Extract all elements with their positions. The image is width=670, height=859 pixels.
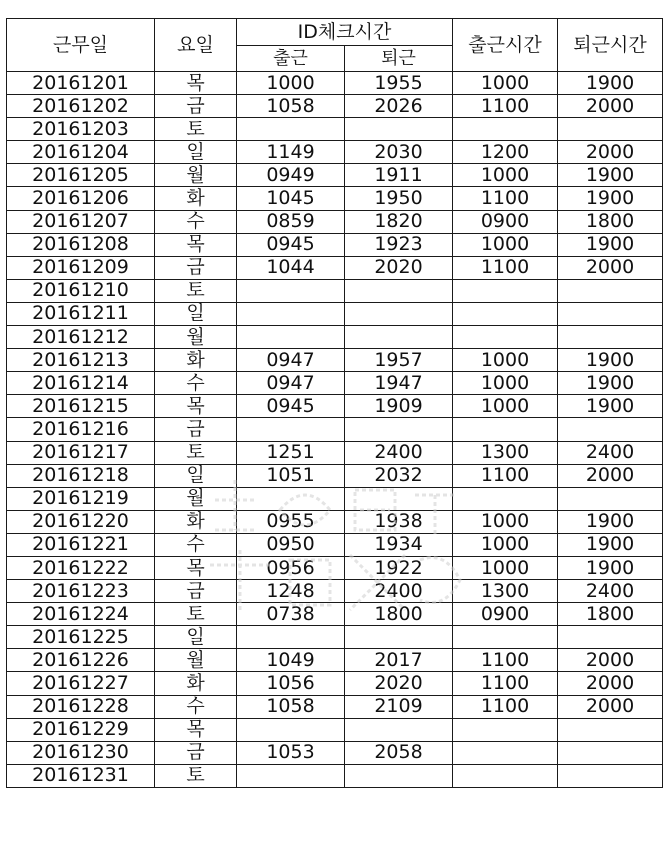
cell-day-of-week: 토 bbox=[155, 279, 237, 302]
cell-scheduled-out: 1900 bbox=[558, 164, 663, 187]
cell-scheduled-out: 1800 bbox=[558, 210, 663, 233]
cell-id-in: 1044 bbox=[237, 256, 345, 279]
cell-id-out: 2030 bbox=[345, 141, 453, 164]
cell-day-of-week: 일 bbox=[155, 464, 237, 487]
cell-work-date: 20161224 bbox=[7, 603, 155, 626]
cell-day-of-week: 금 bbox=[155, 95, 237, 118]
cell-work-date: 20161230 bbox=[7, 741, 155, 764]
cell-id-out: 1957 bbox=[345, 349, 453, 372]
cell-day-of-week: 금 bbox=[155, 256, 237, 279]
cell-day-of-week: 금 bbox=[155, 580, 237, 603]
cell-id-out: 1947 bbox=[345, 372, 453, 395]
cell-day-of-week: 수 bbox=[155, 372, 237, 395]
cell-work-date: 20161211 bbox=[7, 302, 155, 325]
header-id-in: 출근 bbox=[237, 46, 345, 72]
cell-id-in: 1058 bbox=[237, 95, 345, 118]
cell-id-in: 0945 bbox=[237, 395, 345, 418]
header-id-check-time: ID체크시간 bbox=[237, 19, 453, 46]
table-row bbox=[7, 141, 663, 164]
cell-work-date: 20161202 bbox=[7, 95, 155, 118]
cell-scheduled-in: 1000 bbox=[453, 510, 558, 533]
cell-id-out bbox=[345, 279, 453, 302]
cell-scheduled-in: 1000 bbox=[453, 533, 558, 556]
cell-day-of-week: 수 bbox=[155, 695, 237, 718]
cell-scheduled-in: 1300 bbox=[453, 580, 558, 603]
cell-id-in: 0859 bbox=[237, 210, 345, 233]
cell-work-date: 20161223 bbox=[7, 580, 155, 603]
cell-scheduled-out bbox=[558, 764, 663, 787]
cell-day-of-week: 화 bbox=[155, 187, 237, 210]
cell-id-in bbox=[237, 118, 345, 141]
cell-scheduled-out: 2400 bbox=[558, 441, 663, 464]
table-row bbox=[7, 510, 663, 533]
table-row bbox=[7, 372, 663, 395]
cell-scheduled-in: 1300 bbox=[453, 441, 558, 464]
table-row bbox=[7, 741, 663, 764]
table-row bbox=[7, 556, 663, 579]
cell-scheduled-in bbox=[453, 764, 558, 787]
cell-scheduled-out bbox=[558, 626, 663, 649]
cell-work-date: 20161201 bbox=[7, 72, 155, 95]
table-row bbox=[7, 302, 663, 325]
table-row bbox=[7, 164, 663, 187]
cell-id-out: 1820 bbox=[345, 210, 453, 233]
cell-scheduled-out: 2000 bbox=[558, 95, 663, 118]
table-row bbox=[7, 695, 663, 718]
attendance-table bbox=[6, 18, 663, 788]
cell-day-of-week: 목 bbox=[155, 718, 237, 741]
cell-work-date: 20161229 bbox=[7, 718, 155, 741]
cell-scheduled-in: 1000 bbox=[453, 233, 558, 256]
cell-id-in: 0738 bbox=[237, 603, 345, 626]
cell-id-out bbox=[345, 718, 453, 741]
cell-day-of-week: 월 bbox=[155, 326, 237, 349]
cell-id-in: 1251 bbox=[237, 441, 345, 464]
table-row bbox=[7, 256, 663, 279]
cell-id-in: 0949 bbox=[237, 164, 345, 187]
cell-work-date: 20161206 bbox=[7, 187, 155, 210]
cell-scheduled-out bbox=[558, 118, 663, 141]
cell-scheduled-in: 1100 bbox=[453, 649, 558, 672]
cell-scheduled-out: 2400 bbox=[558, 580, 663, 603]
cell-scheduled-in: 1100 bbox=[453, 695, 558, 718]
cell-work-date: 20161214 bbox=[7, 372, 155, 395]
cell-work-date: 20161231 bbox=[7, 764, 155, 787]
cell-id-out: 2020 bbox=[345, 256, 453, 279]
cell-id-out: 1938 bbox=[345, 510, 453, 533]
cell-work-date: 20161222 bbox=[7, 556, 155, 579]
cell-day-of-week: 화 bbox=[155, 510, 237, 533]
cell-id-out bbox=[345, 118, 453, 141]
cell-scheduled-in: 0900 bbox=[453, 210, 558, 233]
cell-day-of-week: 토 bbox=[155, 441, 237, 464]
cell-day-of-week: 수 bbox=[155, 533, 237, 556]
cell-id-out: 2026 bbox=[345, 95, 453, 118]
cell-id-out: 2017 bbox=[345, 649, 453, 672]
cell-id-out bbox=[345, 326, 453, 349]
cell-scheduled-out: 1900 bbox=[558, 233, 663, 256]
header-scheduled-in: 출근시간 bbox=[453, 19, 558, 72]
cell-id-in bbox=[237, 487, 345, 510]
cell-scheduled-in bbox=[453, 718, 558, 741]
header-scheduled-out: 퇴근시간 bbox=[558, 19, 663, 72]
cell-day-of-week: 토 bbox=[155, 603, 237, 626]
cell-work-date: 20161208 bbox=[7, 233, 155, 256]
cell-id-out: 1923 bbox=[345, 233, 453, 256]
cell-scheduled-out: 1800 bbox=[558, 603, 663, 626]
cell-scheduled-in bbox=[453, 118, 558, 141]
cell-work-date: 20161217 bbox=[7, 441, 155, 464]
cell-id-in bbox=[237, 626, 345, 649]
cell-scheduled-in: 1200 bbox=[453, 141, 558, 164]
cell-work-date: 20161205 bbox=[7, 164, 155, 187]
cell-work-date: 20161204 bbox=[7, 141, 155, 164]
cell-scheduled-out: 1900 bbox=[558, 72, 663, 95]
cell-id-out bbox=[345, 302, 453, 325]
cell-scheduled-out bbox=[558, 279, 663, 302]
cell-day-of-week: 목 bbox=[155, 395, 237, 418]
cell-scheduled-out bbox=[558, 741, 663, 764]
cell-scheduled-in: 1100 bbox=[453, 672, 558, 695]
cell-id-out: 1800 bbox=[345, 603, 453, 626]
cell-work-date: 20161221 bbox=[7, 533, 155, 556]
cell-work-date: 20161215 bbox=[7, 395, 155, 418]
cell-id-out bbox=[345, 764, 453, 787]
table-row bbox=[7, 418, 663, 441]
cell-scheduled-in: 1000 bbox=[453, 372, 558, 395]
cell-scheduled-in bbox=[453, 626, 558, 649]
table-row bbox=[7, 626, 663, 649]
cell-work-date: 20161209 bbox=[7, 256, 155, 279]
cell-id-in bbox=[237, 302, 345, 325]
cell-scheduled-out bbox=[558, 718, 663, 741]
cell-scheduled-in: 0900 bbox=[453, 603, 558, 626]
cell-day-of-week: 월 bbox=[155, 649, 237, 672]
cell-work-date: 20161226 bbox=[7, 649, 155, 672]
cell-day-of-week: 토 bbox=[155, 118, 237, 141]
table-row bbox=[7, 210, 663, 233]
cell-work-date: 20161213 bbox=[7, 349, 155, 372]
cell-work-date: 20161218 bbox=[7, 464, 155, 487]
cell-id-out: 2032 bbox=[345, 464, 453, 487]
cell-scheduled-out: 1900 bbox=[558, 510, 663, 533]
cell-id-in: 1053 bbox=[237, 741, 345, 764]
cell-scheduled-in bbox=[453, 418, 558, 441]
table-row bbox=[7, 95, 663, 118]
cell-id-out: 1909 bbox=[345, 395, 453, 418]
cell-id-in bbox=[237, 326, 345, 349]
table-row bbox=[7, 326, 663, 349]
table-row bbox=[7, 349, 663, 372]
cell-day-of-week: 일 bbox=[155, 302, 237, 325]
cell-scheduled-in bbox=[453, 279, 558, 302]
cell-id-in: 1049 bbox=[237, 649, 345, 672]
table-row bbox=[7, 718, 663, 741]
cell-work-date: 20161212 bbox=[7, 326, 155, 349]
cell-work-date: 20161220 bbox=[7, 510, 155, 533]
cell-scheduled-out: 2000 bbox=[558, 256, 663, 279]
header-work-date: 근무일 bbox=[7, 19, 155, 72]
cell-scheduled-out bbox=[558, 487, 663, 510]
cell-scheduled-out: 1900 bbox=[558, 372, 663, 395]
cell-day-of-week: 월 bbox=[155, 487, 237, 510]
table-row bbox=[7, 395, 663, 418]
table-row bbox=[7, 118, 663, 141]
cell-id-in: 1000 bbox=[237, 72, 345, 95]
cell-scheduled-out: 1900 bbox=[558, 187, 663, 210]
cell-id-out: 2109 bbox=[345, 695, 453, 718]
cell-scheduled-in: 1000 bbox=[453, 556, 558, 579]
cell-id-in: 1051 bbox=[237, 464, 345, 487]
cell-scheduled-out: 1900 bbox=[558, 533, 663, 556]
cell-scheduled-in: 1000 bbox=[453, 349, 558, 372]
table-row bbox=[7, 233, 663, 256]
table-row bbox=[7, 603, 663, 626]
cell-scheduled-out bbox=[558, 302, 663, 325]
cell-id-in: 1248 bbox=[237, 580, 345, 603]
table-row bbox=[7, 279, 663, 302]
cell-id-out: 1955 bbox=[345, 72, 453, 95]
table-row bbox=[7, 187, 663, 210]
cell-scheduled-out: 2000 bbox=[558, 672, 663, 695]
cell-day-of-week: 화 bbox=[155, 672, 237, 695]
cell-scheduled-in bbox=[453, 741, 558, 764]
cell-scheduled-out: 1900 bbox=[558, 395, 663, 418]
cell-work-date: 20161203 bbox=[7, 118, 155, 141]
cell-id-out bbox=[345, 487, 453, 510]
cell-day-of-week: 금 bbox=[155, 741, 237, 764]
cell-scheduled-out bbox=[558, 326, 663, 349]
cell-id-in: 0945 bbox=[237, 233, 345, 256]
cell-id-out: 1922 bbox=[345, 556, 453, 579]
header-id-out: 퇴근 bbox=[345, 46, 453, 72]
cell-id-out bbox=[345, 626, 453, 649]
cell-id-out: 2020 bbox=[345, 672, 453, 695]
cell-id-in: 1149 bbox=[237, 141, 345, 164]
cell-scheduled-out: 2000 bbox=[558, 649, 663, 672]
cell-work-date: 20161228 bbox=[7, 695, 155, 718]
cell-day-of-week: 금 bbox=[155, 418, 237, 441]
table-header bbox=[7, 19, 663, 72]
cell-day-of-week: 월 bbox=[155, 164, 237, 187]
cell-id-in bbox=[237, 418, 345, 441]
cell-id-in bbox=[237, 718, 345, 741]
cell-id-in: 0956 bbox=[237, 556, 345, 579]
cell-scheduled-in: 1100 bbox=[453, 95, 558, 118]
cell-day-of-week: 수 bbox=[155, 210, 237, 233]
cell-scheduled-out: 1900 bbox=[558, 349, 663, 372]
cell-id-in: 0955 bbox=[237, 510, 345, 533]
cell-scheduled-in bbox=[453, 487, 558, 510]
cell-id-out: 1950 bbox=[345, 187, 453, 210]
cell-work-date: 20161207 bbox=[7, 210, 155, 233]
cell-id-in bbox=[237, 764, 345, 787]
cell-id-in bbox=[237, 279, 345, 302]
cell-work-date: 20161219 bbox=[7, 487, 155, 510]
cell-id-out: 2400 bbox=[345, 580, 453, 603]
table-row bbox=[7, 764, 663, 787]
cell-scheduled-out: 2000 bbox=[558, 695, 663, 718]
cell-day-of-week: 목 bbox=[155, 556, 237, 579]
cell-work-date: 20161225 bbox=[7, 626, 155, 649]
table-row bbox=[7, 672, 663, 695]
cell-scheduled-in: 1000 bbox=[453, 164, 558, 187]
table-row bbox=[7, 533, 663, 556]
cell-id-out: 1911 bbox=[345, 164, 453, 187]
cell-day-of-week: 목 bbox=[155, 233, 237, 256]
cell-scheduled-out: 2000 bbox=[558, 141, 663, 164]
cell-id-in: 0947 bbox=[237, 372, 345, 395]
cell-day-of-week: 토 bbox=[155, 764, 237, 787]
cell-scheduled-in: 1100 bbox=[453, 464, 558, 487]
table-row bbox=[7, 487, 663, 510]
cell-scheduled-out: 1900 bbox=[558, 556, 663, 579]
cell-scheduled-in: 1100 bbox=[453, 187, 558, 210]
cell-id-out: 2400 bbox=[345, 441, 453, 464]
cell-scheduled-in bbox=[453, 302, 558, 325]
header-day-of-week: 요일 bbox=[155, 19, 237, 72]
table-row bbox=[7, 441, 663, 464]
table-row bbox=[7, 580, 663, 603]
table-body bbox=[7, 72, 663, 788]
cell-day-of-week: 일 bbox=[155, 626, 237, 649]
cell-id-in: 0947 bbox=[237, 349, 345, 372]
cell-work-date: 20161210 bbox=[7, 279, 155, 302]
cell-scheduled-in: 1000 bbox=[453, 395, 558, 418]
table-row bbox=[7, 72, 663, 95]
cell-scheduled-in bbox=[453, 326, 558, 349]
cell-id-in: 1058 bbox=[237, 695, 345, 718]
cell-id-in: 0950 bbox=[237, 533, 345, 556]
cell-work-date: 20161227 bbox=[7, 672, 155, 695]
cell-day-of-week: 목 bbox=[155, 72, 237, 95]
cell-work-date: 20161216 bbox=[7, 418, 155, 441]
cell-scheduled-out bbox=[558, 418, 663, 441]
cell-id-out bbox=[345, 418, 453, 441]
cell-day-of-week: 화 bbox=[155, 349, 237, 372]
table-row bbox=[7, 649, 663, 672]
cell-id-out: 1934 bbox=[345, 533, 453, 556]
cell-id-out: 2058 bbox=[345, 741, 453, 764]
table-row bbox=[7, 464, 663, 487]
cell-id-in: 1045 bbox=[237, 187, 345, 210]
cell-id-in: 1056 bbox=[237, 672, 345, 695]
cell-scheduled-out: 2000 bbox=[558, 464, 663, 487]
cell-scheduled-in: 1100 bbox=[453, 256, 558, 279]
cell-scheduled-in: 1000 bbox=[453, 72, 558, 95]
cell-day-of-week: 일 bbox=[155, 141, 237, 164]
